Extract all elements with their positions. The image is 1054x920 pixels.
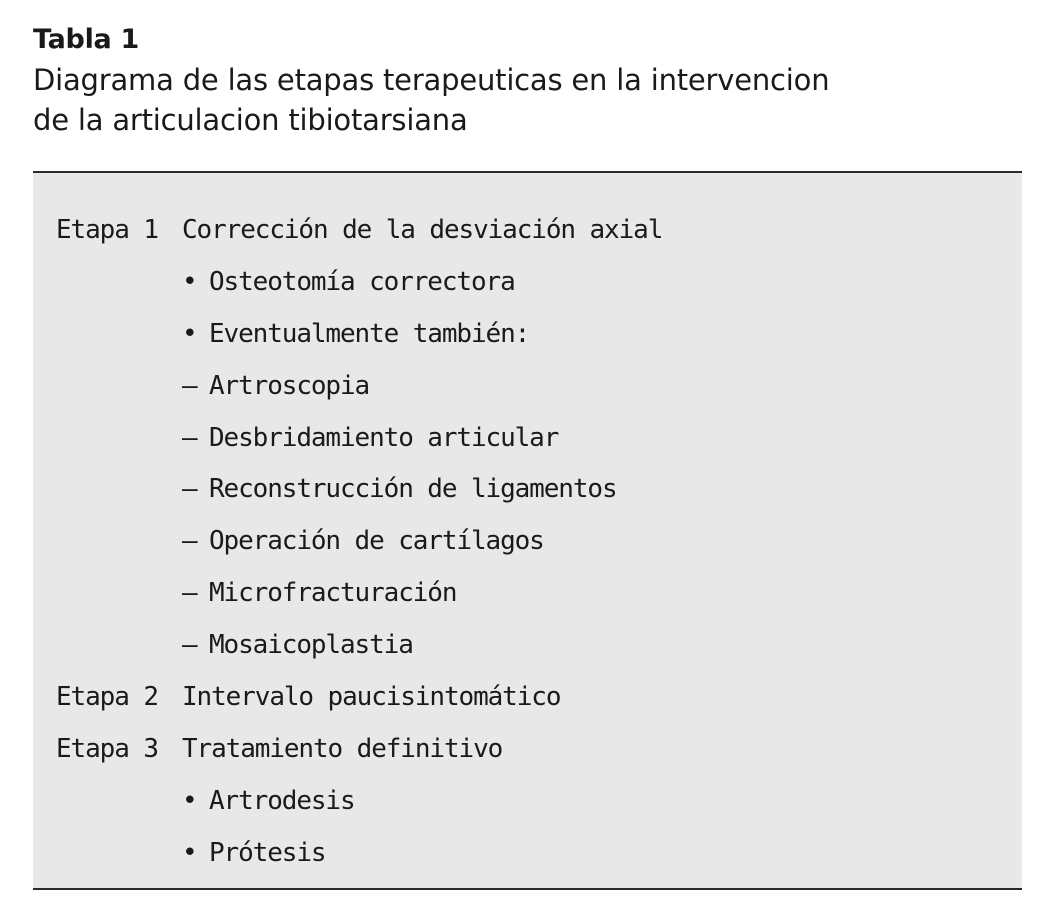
table-row [33,619,1022,671]
row-content [182,671,560,723]
table-row-stage-2 [33,671,1022,723]
stage-label: Etapa 1 [56,215,158,245]
table-caption [33,22,1023,140]
row-text: Artroscopia [209,370,370,401]
table-row [33,567,1022,619]
row-text: Prótesis [209,837,326,868]
row-content [182,256,515,308]
row-text: Tratamiento definitivo [182,733,503,764]
bullet-marker: • [182,837,197,868]
row-text: Microfracturación [209,578,457,609]
table-row [33,827,1022,879]
table-row-stage-1 [33,204,1022,256]
row-text: Desbridamiento articular [209,422,559,453]
stage-label: Etapa 3 [56,733,158,764]
row-content [182,723,502,775]
table-row [33,463,1022,515]
table-row [33,515,1022,567]
dash-marker: – [182,526,197,557]
table-row [33,775,1022,827]
row-content [182,204,662,256]
table-label: Tabla 1 [33,24,140,55]
dash-marker: – [182,422,197,453]
table-row [33,308,1022,360]
row-text: Osteotomía correctora [209,266,515,297]
dash-marker: – [182,578,197,609]
row-content [182,463,617,515]
table-rows [33,204,1022,879]
row-content [182,775,355,827]
stages-table [33,171,1022,890]
table-row [33,256,1022,308]
row-content [182,360,369,412]
row-text: Mosaicoplastia [209,630,413,661]
row-content [182,567,456,619]
bullet-marker: • [182,785,197,816]
row-content [182,515,544,567]
row-text: Corrección de la desviación axial [182,215,663,245]
bullet-marker: • [182,266,197,297]
table-row [33,412,1022,464]
row-text: Artrodesis [209,785,355,816]
row-text: Intervalo paucisintomático [182,682,561,713]
table-title-line-1: Diagrama de las etapas terapeuticas en la intervencion [33,63,830,97]
row-text: Operación de cartílagos [209,526,544,557]
dash-marker: – [182,370,197,401]
stage-label: Etapa 2 [56,682,158,713]
bullet-marker: • [182,318,197,349]
table-row [33,360,1022,412]
table-title-line-2: de la articulacion tibiotarsiana [33,103,468,137]
dash-marker: – [182,630,197,661]
row-text: Reconstrucción de ligamentos [209,474,617,505]
table-row-stage-3 [33,723,1022,775]
row-content [182,619,413,671]
dash-marker: – [182,474,197,505]
row-content [182,308,529,360]
row-text: Eventualmente también: [209,318,530,349]
row-content [182,827,325,879]
row-content [182,412,558,464]
table-title [33,60,1023,140]
